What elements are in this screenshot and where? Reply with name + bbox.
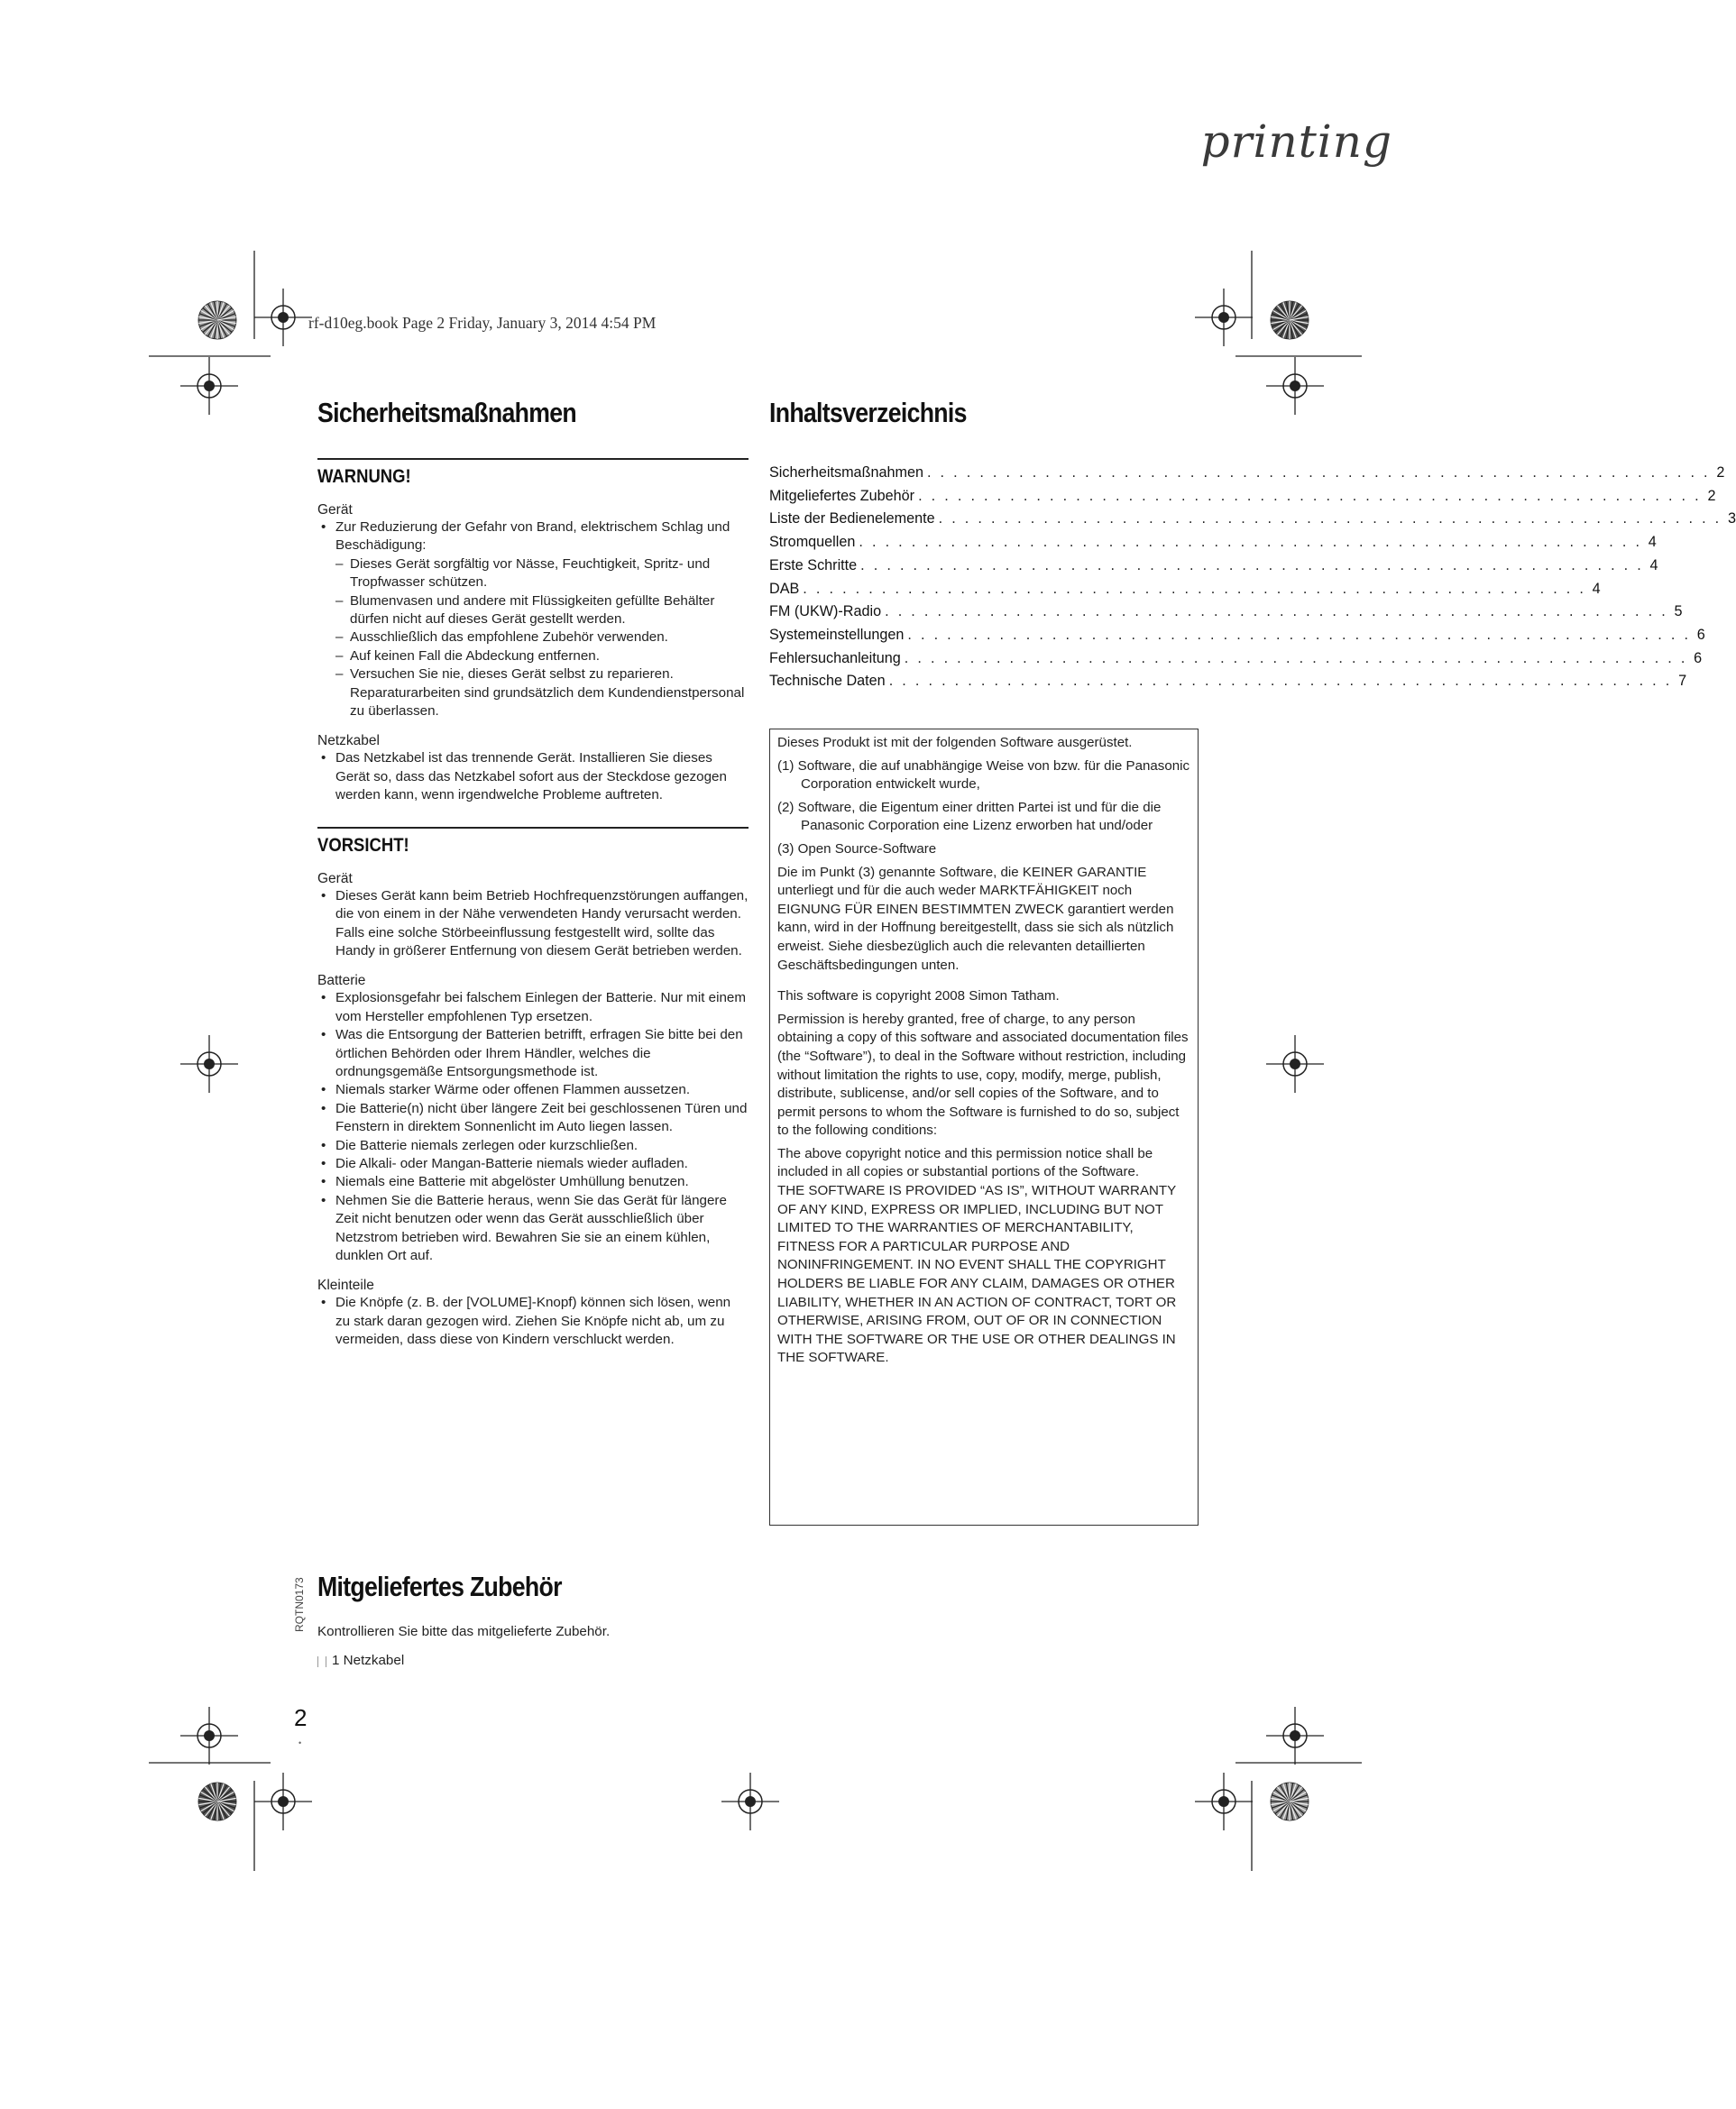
toc-entry-page: 4 [1592, 580, 1601, 597]
color-target-icon [198, 301, 236, 339]
toc-title: Inhaltsverzeichnis [769, 397, 967, 428]
printing-watermark: printing [1200, 115, 1392, 168]
subsection [317, 1278, 749, 1349]
toc-leader-dots: . . . . . . . . . . . . . . . . . . . . . . . . . . . . . . . . . . . . . . . . . . . . . . . . . . . . . . . . . . . . [860, 556, 1644, 573]
subsection-label: Netzkabel [317, 733, 380, 749]
bullet-item: • Die Alkali- oder Mangan-Batterie niemals wieder aufladen. [317, 1155, 749, 1173]
toc-leader-dots: . . . . . . . . . . . . . . . . . . . . . . . . . . . . . . . . . . . . . . . . . . . . . . . . . . . . . . . . . . . . [926, 464, 1711, 481]
crosshair-icon [1212, 306, 1235, 329]
checkbox-icon [317, 1656, 326, 1667]
crosshair-icon [271, 306, 295, 329]
toc-entry-page: 4 [1648, 534, 1657, 551]
toc-leader-dots: . . . . . . . . . . . . . . . . . . . . . . . . . . . . . . . . . . . . . . . . . . . . . . . . . . . . . . . . . . . . [888, 673, 1673, 690]
subsection-label: Gerät [317, 502, 353, 518]
toc-leader-dots: . . . . . . . . . . . . . . . . . . . . . . . . . . . . . . . . . . . . . . . . . . . . . . . . . . . . . . . . . . . . [885, 603, 1668, 620]
bullet-item: • Die Batterie(n) nicht über längere Zeit bei geschlossenen Türen und Fenstern in direktem Sonnenlicht im Auto liegen lassen. [317, 1100, 749, 1137]
caution-sections [317, 871, 749, 1350]
software-intro: Dieses Produkt ist mit der folgenden Software ausgerüstet. [777, 735, 1133, 750]
toc-leader-dots: . . . . . . . . . . . . . . . . . . . . . . . . . . . . . . . . . . . . . . . . . . . . . . . . . . . . . . . . . . . . [904, 649, 1688, 666]
subsection-label: Kleinteile [317, 1278, 374, 1294]
toc-entry-label: Stromquellen [769, 534, 856, 551]
toc-section [769, 397, 1736, 693]
book-header-line: rf-d10eg.book Page 2 Friday, January 3, 2014 4:54 PM [308, 314, 657, 332]
warning-sections [317, 502, 749, 805]
crosshair-icon [1283, 1724, 1307, 1747]
toc-entry [769, 578, 1601, 601]
accessory-item [317, 1652, 1129, 1670]
software-list-item: (2) Software, die Eigentum einer dritten Partei ist und für die die Panasonic Corporation eine Lizenz erworben hat und/oder [777, 799, 1162, 834]
subsection [317, 733, 749, 804]
bullet-item: • Explosionsgefahr bei falschem Einlegen der Batterie. Nur mit einem vom Hersteller empfohlenen Typ ersetzen. [317, 989, 749, 1026]
toc-entry-page: 2 [1716, 464, 1725, 481]
toc-entry-label: Technische Daten [769, 673, 886, 690]
toc-entry-page: 3 [1727, 510, 1736, 527]
subsection [317, 502, 749, 720]
toc-entry-label: Systemeinstellungen [769, 626, 905, 643]
bullet-item: • Niemals starker Wärme oder offenen Flammen aussetzen. [317, 1081, 749, 1099]
toc-entry [769, 531, 1657, 555]
toc-entry-page: 6 [1694, 649, 1703, 666]
bullet-item: • Was die Entsorgung der Batterien betrifft, erfragen Sie bitte bei den örtlichen Behörden oder Ihrem Händler, welches die ordnungsgemäße Entsorgungsmethode ist. [317, 1026, 749, 1081]
accessories-section [317, 1571, 1129, 1671]
toc-list [769, 462, 1736, 693]
software-list-item: (3) Open Source-Software [777, 840, 937, 857]
toc-entry [769, 508, 1736, 531]
warning-heading: WARNUNG! [317, 466, 411, 487]
dash-item: – Ausschließlich das empfohlene Zubehör verwenden. [317, 628, 749, 646]
bullet-item: • Dieses Gerät kann beim Betrieb Hochfrequenzstörungen auffangen, die von einem in der Nähe verwendeten Handy verursacht werden. Falls eine solche Störbeeinflussung festgestellt wird, sollte das Handy in größerer Entfernung von diesem Gerät betrieben werden. [317, 887, 749, 961]
dash-item: – Versuchen Sie nie, dieses Gerät selbst zu reparieren. Reparaturarbeiten sind grundsätzlich dem Kundendienstpersonal zu überlassen. [317, 665, 749, 720]
permission-text: Permission is hereby granted, free of charge, to any person obtaining a copy of this software and associated documentation files (the “Software”), to deal in the Software without restriction, including without limitation the rights to use, copy, modify, merge, publish, distribute, sublicense, and/or sell copies of the Software, and to permit persons to whom the Software is furnished to do so, subject to the following conditions: [777, 1011, 1189, 1139]
toc-leader-dots: . . . . . . . . . . . . . . . . . . . . . . . . . . . . . . . . . . . . . . . . . . . . . . . . . . . . . . . . . . . . [907, 626, 1691, 643]
bullet-item: • Die Batterie niemals zerlegen oder kurzschließen. [317, 1137, 749, 1155]
crosshair-icon [1283, 374, 1307, 398]
dash-item: – Dieses Gerät sorgfältig vor Nässe, Feuchtigkeit, Spritz- und Tropfwasser schützen. [317, 555, 749, 592]
toc-entry-label: Erste Schritte [769, 556, 858, 573]
doc-code: RQTN0173 [293, 1577, 306, 1632]
crosshair-icon [1283, 1052, 1307, 1076]
software-license-box [769, 729, 1199, 1526]
language-marker: • [299, 1738, 302, 1747]
bullet-item: • Niemals eine Batterie mit abgelöster Umhüllung benutzen. [317, 1173, 749, 1191]
accessory-item-label: 1 Netzkabel [332, 1653, 405, 1669]
notice-text: The above copyright notice and this permission notice shall be included in all copies or substantial portions of the Software. [777, 1145, 1153, 1180]
subsection-label: Batterie [317, 973, 366, 989]
toc-entry [769, 555, 1658, 578]
copyright-line: This software is copyright 2008 Simon Tatham. [777, 988, 1060, 1004]
toc-entry-label: DAB [769, 580, 800, 597]
bullet-item: • Zur Reduzierung der Gefahr von Brand, elektrischem Schlag und Beschädigung: [317, 518, 749, 555]
toc-leader-dots: . . . . . . . . . . . . . . . . . . . . . . . . . . . . . . . . . . . . . . . . . . . . . . . . . . . . . . . . . . . . [918, 487, 1702, 504]
color-target-icon [198, 1783, 236, 1820]
toc-entry-page: 6 [1696, 626, 1705, 643]
toc-entry [769, 462, 1725, 485]
crosshair-icon [271, 1790, 295, 1813]
crosshair-icon [1212, 1790, 1235, 1813]
software-note: Die im Punkt (3) genannte Software, die KEINER GARANTIE unterliegt und für die auch weder MARKTFÄHIGKEIT noch EIGNUNG FÜR EINEN BESTIMMTEN ZWECK garantiert werden kann, wird in der Hoffnung bereitgestellt, dass sie sich als nützlich erweist. Siehe diesbezüglich auch die relevanten detaillierten Geschäftsbedingungen unten. [777, 864, 1174, 973]
safety-title: Sicherheitsmaßnahmen [317, 397, 577, 428]
toc-entry [769, 624, 1705, 647]
software-list-item: (1) Software, die auf unabhängige Weise von bzw. für die Panasonic Corporation entwickelt wurde, [777, 757, 1190, 793]
toc-entry-label: Fehlersuchanleitung [769, 649, 901, 666]
toc-entry-page: 2 [1707, 487, 1716, 504]
accessories-intro: Kontrollieren Sie bitte das mitgelieferte Zubehör. [317, 1624, 611, 1639]
bullet-item: • Nehmen Sie die Batterie heraus, wenn Sie das Gerät für längere Zeit nicht benutzen oder wenn das Gerät ausschließlich über Netzstrom betrieben wird. Bewahren Sie sie an einem kühlen, dunklen Ort auf. [317, 1192, 749, 1266]
toc-entry-page: 5 [1674, 603, 1683, 620]
crosshair-icon [197, 1052, 221, 1076]
divider [317, 458, 749, 460]
page-number: 2 [294, 1704, 308, 1731]
software-list [777, 757, 1190, 859]
toc-entry [769, 485, 1716, 509]
toc-entry [769, 601, 1683, 624]
crosshair-icon [739, 1790, 762, 1813]
toc-entry-label: FM (UKW)-Radio [769, 603, 882, 620]
toc-leader-dots: . . . . . . . . . . . . . . . . . . . . . . . . . . . . . . . . . . . . . . . . . . . . . . . . . . . . . . . . . . . . [859, 534, 1642, 551]
toc-entry-page: 4 [1649, 556, 1658, 573]
toc-entry-label: Liste der Bedienelemente [769, 510, 935, 527]
crosshair-icon [197, 374, 221, 398]
color-target-icon [1271, 301, 1309, 339]
toc-entry [769, 670, 1687, 693]
toc-entry-label: Mitgeliefertes Zubehör [769, 487, 915, 504]
toc-leader-dots: . . . . . . . . . . . . . . . . . . . . . . . . . . . . . . . . . . . . . . . . . . . . . . . . . . . . . . . . . . . . [938, 510, 1722, 527]
left-column [317, 397, 749, 1350]
dash-item: – Blumenvasen und andere mit Flüssigkeiten gefüllte Behälter dürfen nicht auf dieses Gerät gestellt werden. [317, 592, 749, 629]
dash-item: – Auf keinen Fall die Abdeckung entfernen. [317, 647, 749, 665]
toc-entry-label: Sicherheitsmaßnahmen [769, 464, 923, 481]
toc-entry [769, 647, 1703, 671]
caution-heading: VORSICHT! [317, 834, 409, 856]
subsection [317, 871, 749, 961]
crosshair-icon [197, 1724, 221, 1747]
toc-entry-page: 7 [1678, 673, 1687, 690]
accessories-title: Mitgeliefertes Zubehör [317, 1571, 562, 1602]
disclaimer-text: THE SOFTWARE IS PROVIDED “AS IS”, WITHOUT WARRANTY OF ANY KIND, EXPRESS OR IMPLIED, INCLUDING BUT NOT LIMITED TO THE WARRANTIES OF MERCHANTABILITY, FITNESS FOR A PARTICULAR PURPOSE AND NONINFRINGEMENT. IN NO EVENT SHALL THE COPYRIGHT HOLDERS BE LIABLE FOR ANY CLAIM, DAMAGES OR OTHER LIABILITY, WHETHER IN AN ACTION OF CONTRACT, TORT OR OTHERWISE, ARISING FROM, OUT OF OR IN CONNECTION WITH THE SOFTWARE OR THE USE OR OTHER DEALINGS IN THE SOFTWARE. [777, 1183, 1177, 1366]
bullet-item: • Die Knöpfe (z. B. der [VOLUME]-Knopf) können sich lösen, wenn zu stark daran gezogen wird. Ziehen Sie Knöpfe nicht ab, um zu vermeiden, dass diese von Kindern verschluckt werden. [317, 1294, 749, 1349]
color-target-icon [1271, 1783, 1309, 1820]
divider [317, 827, 749, 829]
subsection [317, 973, 749, 1265]
toc-leader-dots: . . . . . . . . . . . . . . . . . . . . . . . . . . . . . . . . . . . . . . . . . . . . . . . . . . . . . . . . . . . . [803, 580, 1586, 597]
bullet-item: • Das Netzkabel ist das trennende Gerät. Installieren Sie dieses Gerät so, dass das Netzkabel sofort aus der Steckdose gezogen werden kann, wenn irgendwelche Probleme auftreten. [317, 749, 749, 804]
subsection-label: Gerät [317, 870, 353, 886]
